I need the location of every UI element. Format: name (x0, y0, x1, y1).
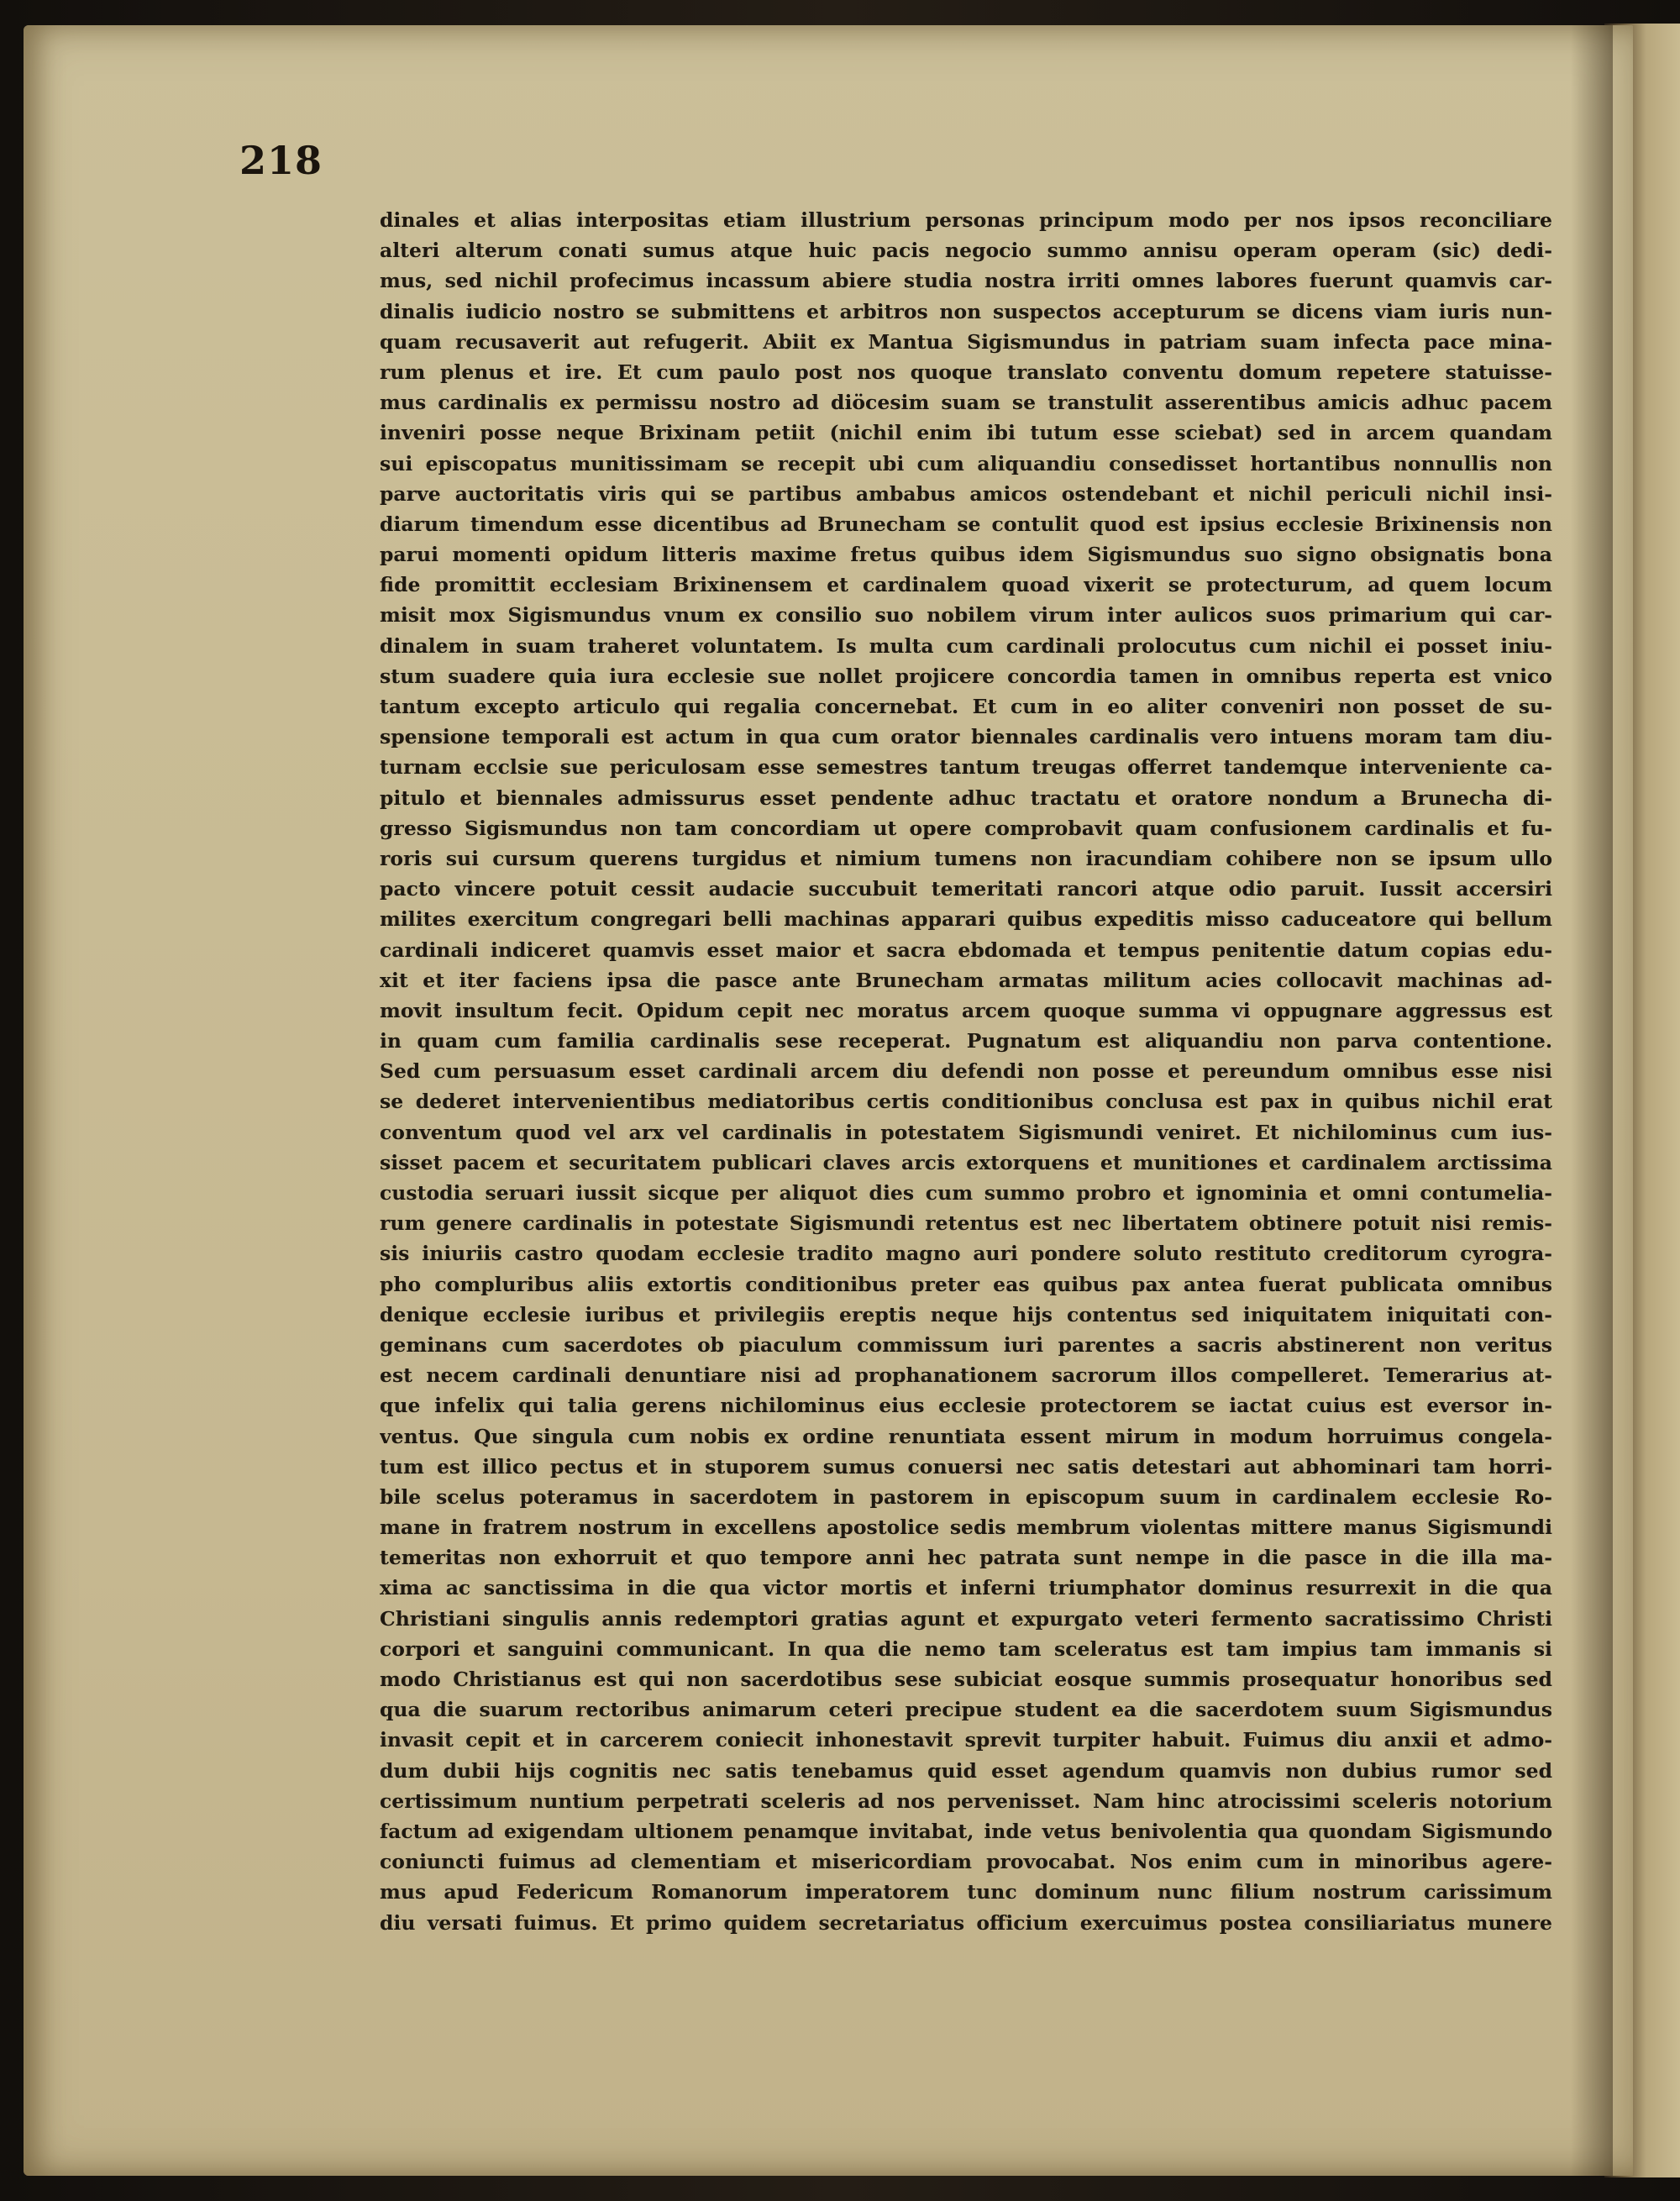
text-line: parui momenti opidum litteris maxime fretus quibus idem Sigismundus suo signo obsignatis bona (380, 543, 1552, 567)
text-line: movit insultum fecit. Opidum cepit nec moratus arcem quoque summa vi oppugnare aggressus est (380, 998, 1552, 1022)
text-line: tantum excepto articulo qui regalia concernebat. Et cum in eo aliter conveniri non posset de su- (380, 695, 1552, 718)
text-line: certissimum nuntium perpetrati sceleris ad nos pervenisset. Nam hinc atrocissimi sceleris notorium (380, 1789, 1552, 1813)
text-line: est necem cardinali denuntiare nisi ad prophanationem sacrorum illos compelleret. Temerarius at- (380, 1363, 1552, 1388)
text-line: geminans cum sacerdotes ob piaculum commissum iuri parentes a sacris abstinerent non veritus (380, 1332, 1552, 1357)
body-text (380, 205, 1552, 1938)
text-line: pitulo et biennales admissurus esset pendente adhuc tractatu et oratore nondum a Brunecha di- (380, 785, 1552, 810)
text-line: spensione temporali est actum in qua cum orator biennales cardinalis vero intuens moram tam diu- (380, 725, 1552, 749)
text-line: Sed cum persuasum esset cardinali arcem diu defendi non posse et pereundum omnibus esse nisi (380, 1059, 1552, 1084)
text-line: parve auctoritatis viris qui se partibus ambabus amicos ostendebant et nichil periculi nichil insi- (380, 481, 1552, 506)
text-line: dinalem in suam traheret voluntatem. Is multa cum cardinali prolocutus cum nichil ei posset iniu- (380, 633, 1552, 658)
text-line: conventum quod vel arx vel cardinalis in potestatem Sigismundi veniret. Et nichilominus cum ius- (380, 1120, 1552, 1144)
text-line: dum dubii hijs cognitis nec satis tenebamus quid esset agendum quamvis non dubius rumor sed (380, 1758, 1552, 1783)
text-line: qua die suarum rectoribus animarum ceteri precipue student ea die sacerdotem suum Sigismundus (380, 1698, 1552, 1722)
text-line: misit mox Sigismundus vnum ex consilio suo nobilem virum inter aulicos suos primarium qui car- (380, 603, 1552, 628)
text-line: fide promittit ecclesiam Brixinensem et cardinalem quoad vixerit se protecturum, ad quem locum (380, 573, 1552, 597)
text-line: mus cardinalis ex permissu nostro ad diöcesim suam se transtulit asserentibus amicis adhuc pacem (380, 391, 1552, 415)
text-line: rum genere cardinalis in potestate Sigismundi retentus est nec libertatem obtinere potuit nisi remis- (380, 1211, 1552, 1236)
text-line: pho compluribus aliis extortis conditionibus preter eas quibus pax antea fuerat publicata omnibus (380, 1272, 1552, 1296)
text-line: cardinali indiceret quamvis esset maior et sacra ebdomada et tempus penitentie datum copias edu- (380, 938, 1552, 962)
text-line: turnam ecclsie sue periculosam esse semestres tantum treugas offerret tandemque interveniente ca- (380, 755, 1552, 780)
text-line: denique ecclesie iuribus et privilegiis ereptis neque hijs contentus sed iniquitatem iniquitati con- (380, 1302, 1552, 1326)
text-line: in quam cum familia cardinalis sese receperat. Pugnatum est aliquandiu non parva contentione. (380, 1029, 1552, 1053)
text-line: coniuncti fuimus ad clementiam et misericordiam provocabat. Nos enim cum in minoribus agere- (380, 1850, 1552, 1874)
text-line: gresso Sigismundus non tam concordiam ut opere comprobavit quam confusionem cardinalis et fu- (380, 816, 1552, 840)
text-line: que infelix qui talia gerens nichilominus eius ecclesie protectorem se iactat cuius est eversor in- (380, 1394, 1552, 1418)
text-line: diarum timendum esse dicentibus ad Brunecham se contulit quod est ipsius ecclesie Brixinensis non (380, 512, 1552, 536)
text-line: quam recusaverit aut refugerit. Abiit ex Mantua Sigismundus in patriam suam infecta pace mina- (380, 329, 1552, 354)
text-line: mus, sed nichil profecimus incassum abiere studia nostra irriti omnes labores fuerunt quamvis car- (380, 269, 1552, 293)
text-line: sui episcopatus munitissimam se recepit ubi cum aliquandiu consedisset hortantibus nonnullis non (380, 451, 1552, 475)
page-number: 218 (239, 138, 323, 183)
text-line: invasit cepit et in carcerem coniecit inhonestavit sprevit turpiter habuit. Fuimus diu anxii et admo- (380, 1728, 1552, 1752)
text-line: rum plenus et ire. Et cum paulo post nos quoque translato conventu domum repetere statuisse- (380, 360, 1552, 384)
text-line: factum ad exigendam ultionem penamque invitabat, inde vetus benivolentia qua quondam Sigismundo (380, 1819, 1552, 1843)
text-line: xima ac sanctissima in die qua victor mortis et inferni triumphator dominus resurrexit in die qua (380, 1576, 1552, 1600)
text-line: mane in fratrem nostrum in excellens apostolice sedis membrum violentas mittere manus Sigismundi (380, 1515, 1552, 1540)
text-line: temeritas non exhorruit et quo tempore anni hec patrata sunt nempe in die pasce in die illa ma- (380, 1546, 1552, 1570)
text-line: dinalis iudicio nostro se submittens et arbitros non suspectos accepturum se dicens viam iuris nun- (380, 299, 1552, 323)
text-line: stum suadere quia iura ecclesie sue nollet projicere concordia tamen in omnibus reperta est vnico (380, 664, 1552, 688)
text-line: ventus. Que singula cum nobis ex ordine renuntiata essent mirum in modum horruimus congela- (380, 1424, 1552, 1448)
text-line: corpori et sanguini communicant. In qua die nemo tam sceleratus est tam impius tam immanis si (380, 1636, 1552, 1661)
text-line: custodia seruari iussit sicque per aliquot dies cum summo probro et ignominia et omni contumelia- (380, 1181, 1552, 1205)
text-line: alteri alterum conati sumus atque huic pacis negocio summo annisu operam operam (sic) dedi- (380, 239, 1552, 263)
text-line: mus apud Federicum Romanorum imperatorem tunc dominum nunc filium nostrum carissimum (380, 1880, 1552, 1904)
text-line: dinales et alias interpositas etiam illustrium personas principum modo per nos ipsos reconciliare (380, 208, 1552, 232)
text-line: tum est illico pectus et in stuporem sumus conuersi nec satis detestari aut abhominari tam horri- (380, 1454, 1552, 1479)
text-line: roris sui cursum querens turgidus et nimium tumens non iracundiam cohibere non se ipsum ullo (380, 846, 1552, 870)
text-line: diu versati fuimus. Et primo quidem secretariatus officium exercuimus postea consiliariatus munere (380, 1910, 1552, 1935)
text-line: se dederet intervenientibus mediatoribus certis conditionibus conclusa est pax in quibus nichil erat (380, 1090, 1552, 1114)
text-line: Christiani singulis annis redemptori gratias agunt et expurgato veteri fermento sacratissimo Christi (380, 1606, 1552, 1631)
text-line: xit et iter faciens ipsa die pasce ante Brunecham armatas militum acies collocavit machinas ad- (380, 968, 1552, 992)
text-line: pacto vincere potuit cessit audacie succubuit temeritati rancori atque odio paruit. Iussit accersiri (380, 877, 1552, 901)
text-line: bile scelus poteramus in sacerdotem in pastorem in episcopum suum in cardinalem ecclesie Ro- (380, 1484, 1552, 1509)
text-line: inveniri posse neque Brixinam petiit (nichil enim ibi tutum esse sciebat) sed in arcem quandam (380, 421, 1552, 445)
text-line: modo Christianus est qui non sacerdotibus sese subiciat eosque summis prosequatur honoribus sed (380, 1668, 1552, 1691)
text-line: sis iniuriis castro quodam ecclesie tradito magno auri pondere soluto restituto creditorum cyrogra- (380, 1242, 1552, 1266)
text-line: sisset pacem et securitatem publicari claves arcis extorquens et munitiones et cardinalem arctissima (380, 1150, 1552, 1174)
text-line: milites exercitum congregari belli machinas apparari quibus expeditis misso caduceatore qui bellum (380, 907, 1552, 932)
binding-shadow (1571, 25, 1613, 2176)
